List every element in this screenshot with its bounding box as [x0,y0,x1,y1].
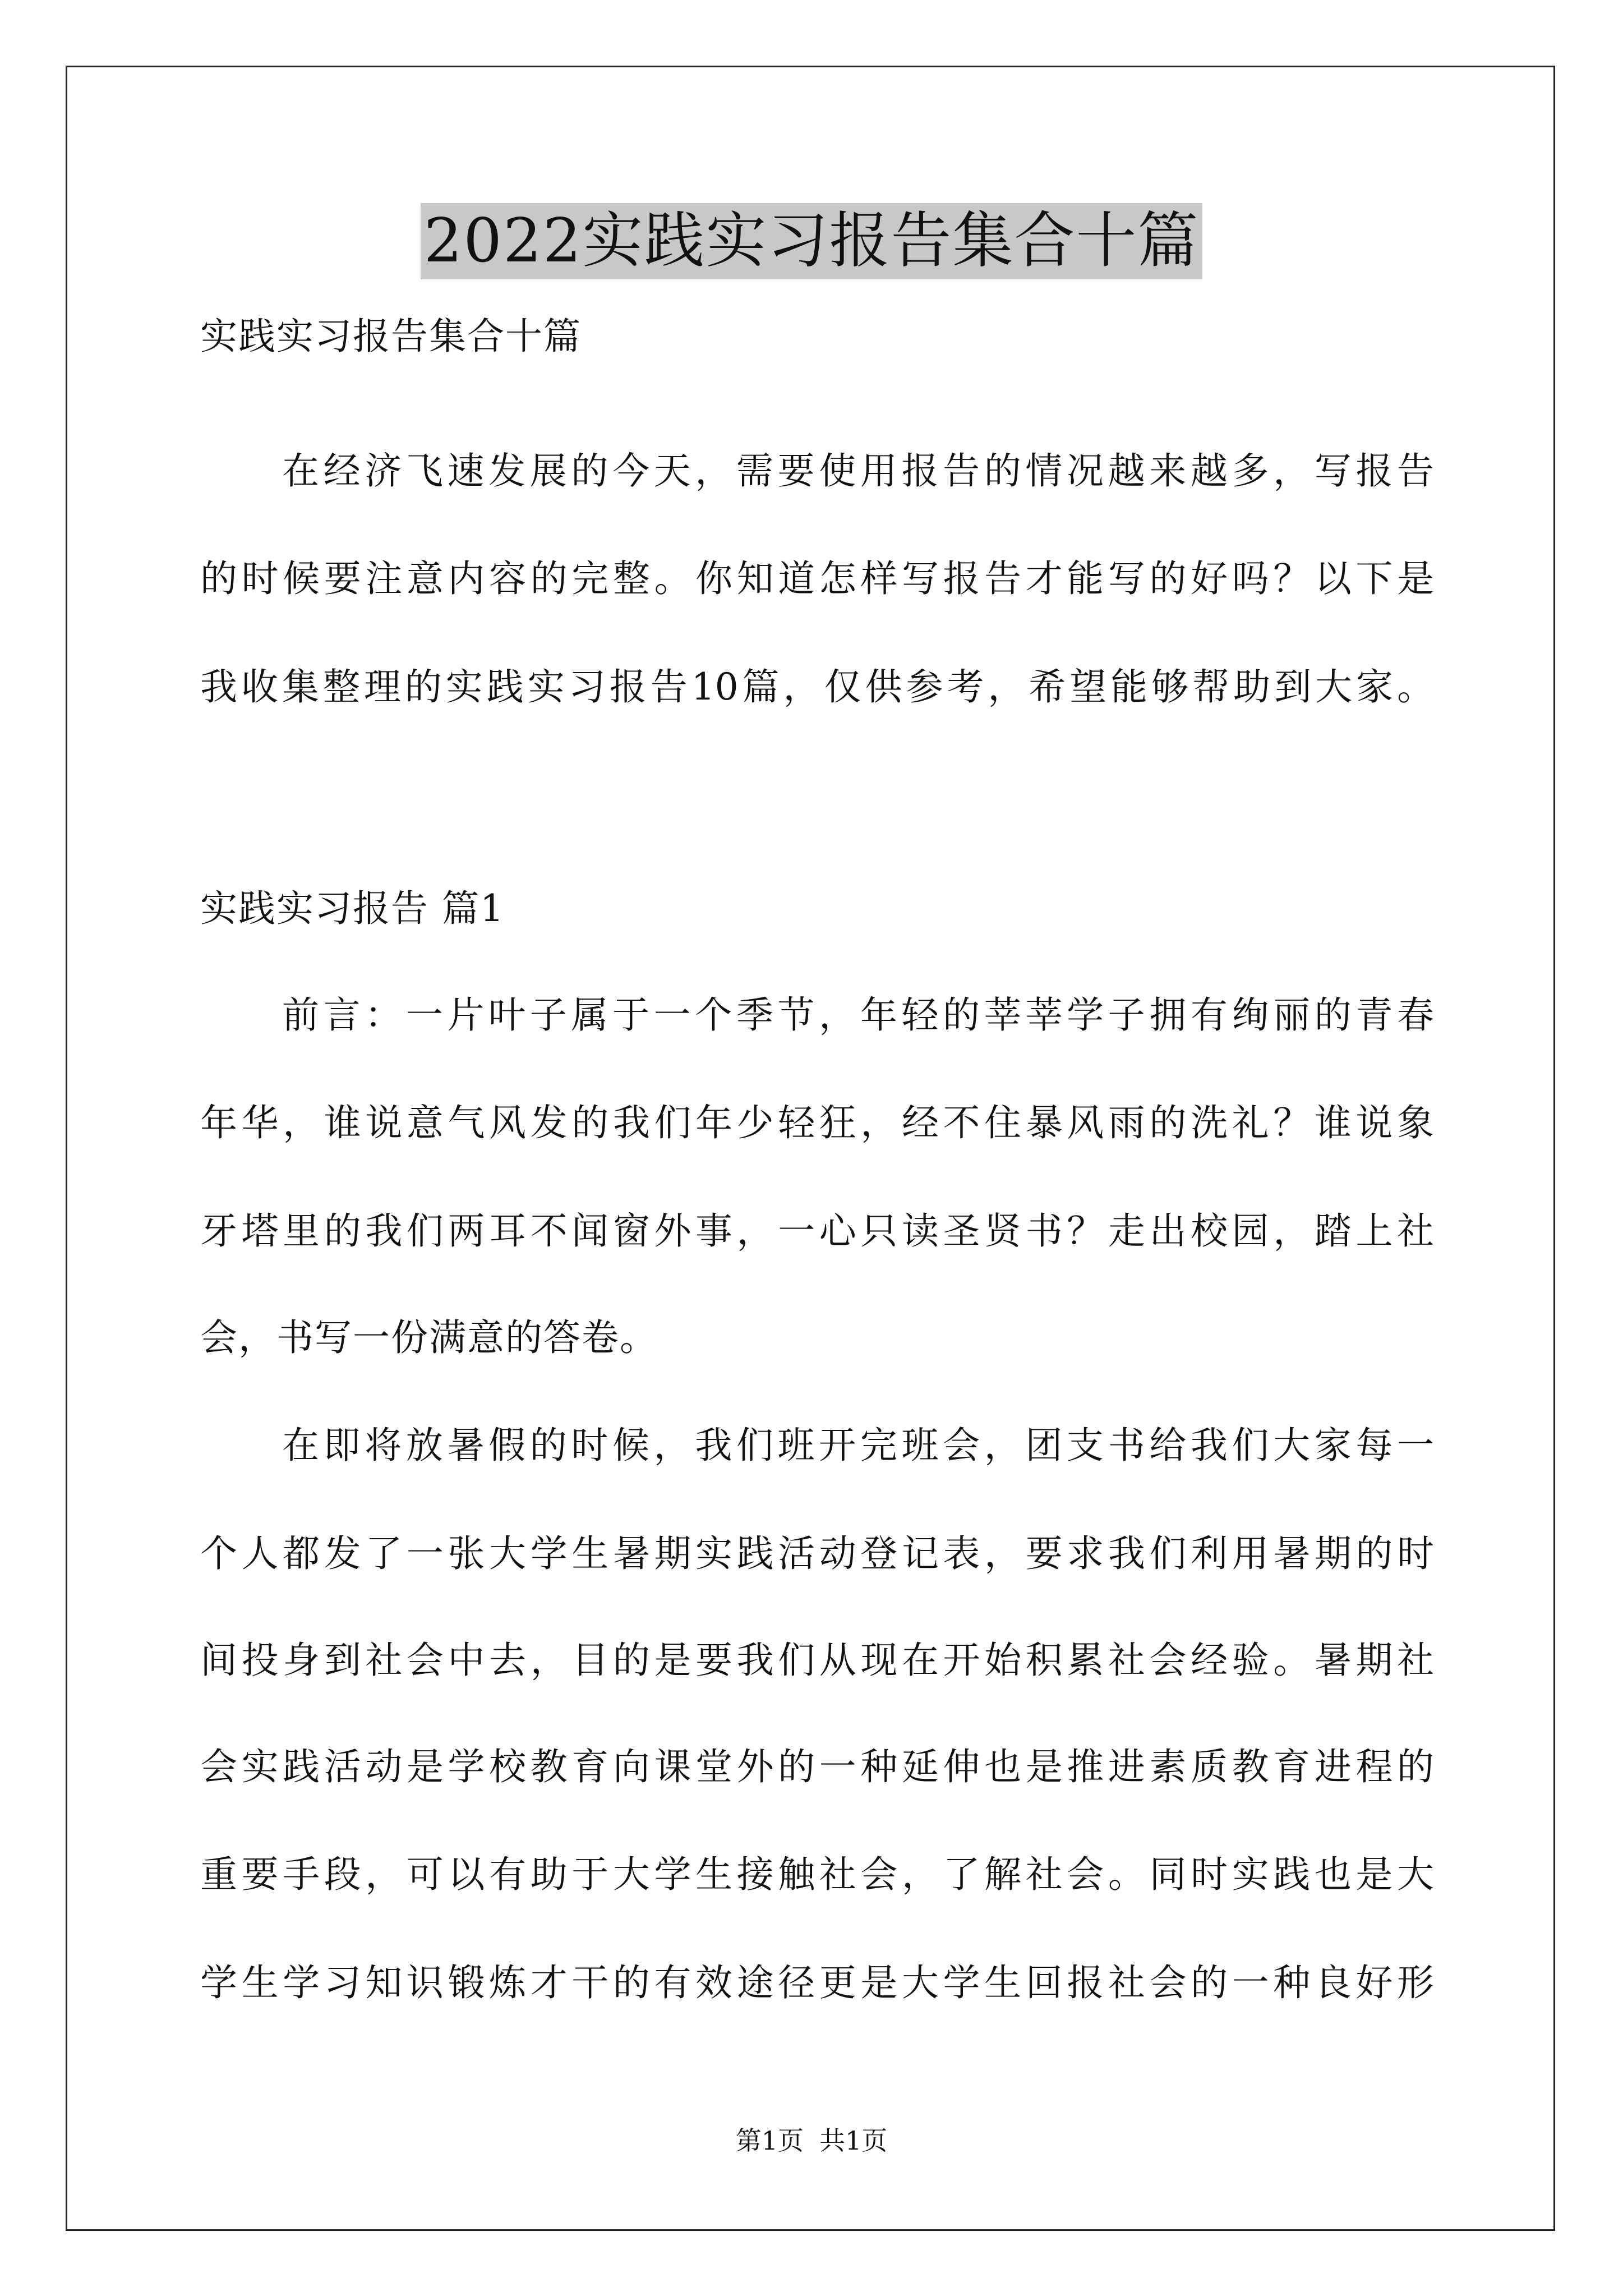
subtitle: 实践实习报告集合十篇 [200,315,582,358]
paragraph-line: 年华，谁说意气风发的我们年少轻狂，经不住暴风雨的洗礼？谁说象 [200,1101,1434,1144]
paragraph-line: 间投身到社会中去，目的是要我们从现在开始积累社会经验。暑期社 [200,1639,1434,1682]
page-border [66,66,1555,2231]
intro-line: 在经济飞速发展的今天，需要使用报告的情况越来越多，写报告 [282,449,1434,493]
paragraph-line: 会，书写一份满意的答卷。 [200,1316,658,1359]
paragraph-line: 在即将放暑假的时候，我们班开完班会，团支书给我们大家每一 [282,1424,1434,1467]
title-container [0,203,1623,279]
paragraph-line: 会实践活动是学校教育向课堂外的一种延伸也是推进素质教育进程的 [200,1745,1434,1788]
document-title: 2022实践实习报告集合十篇 [421,203,1203,279]
page-total: 共1页 [819,2125,888,2156]
section-heading: 实践实习报告 篇1 [200,887,505,930]
page-number: 第1页 [735,2125,804,2156]
paragraph-line: 牙塔里的我们两耳不闻窗外事，一心只读圣贤书？走出校园，踏上社 [200,1209,1434,1253]
intro-line: 的时候要注意内容的完整。你知道怎样写报告才能写的好吗？以下是 [200,557,1434,600]
paragraph-line: 重要手段，可以有助于大学生接触社会，了解社会。同时实践也是大 [200,1853,1434,1896]
paragraph-line: 个人都发了一张大学生暑期实践活动登记表，要求我们利用暑期的时 [200,1532,1434,1575]
paragraph-line: 前言：一片叶子属于一个季节，年轻的莘莘学子拥有绚丽的青春 [282,993,1434,1037]
paragraph-line: 学生学习知识锻炼才干的有效途径更是大学生回报社会的一种良好形 [200,1961,1434,2004]
intro-line: 我收集整理的实践实习报告10篇，仅供参考，希望能够帮助到大家。 [200,665,1434,708]
page-footer [0,2124,1623,2157]
